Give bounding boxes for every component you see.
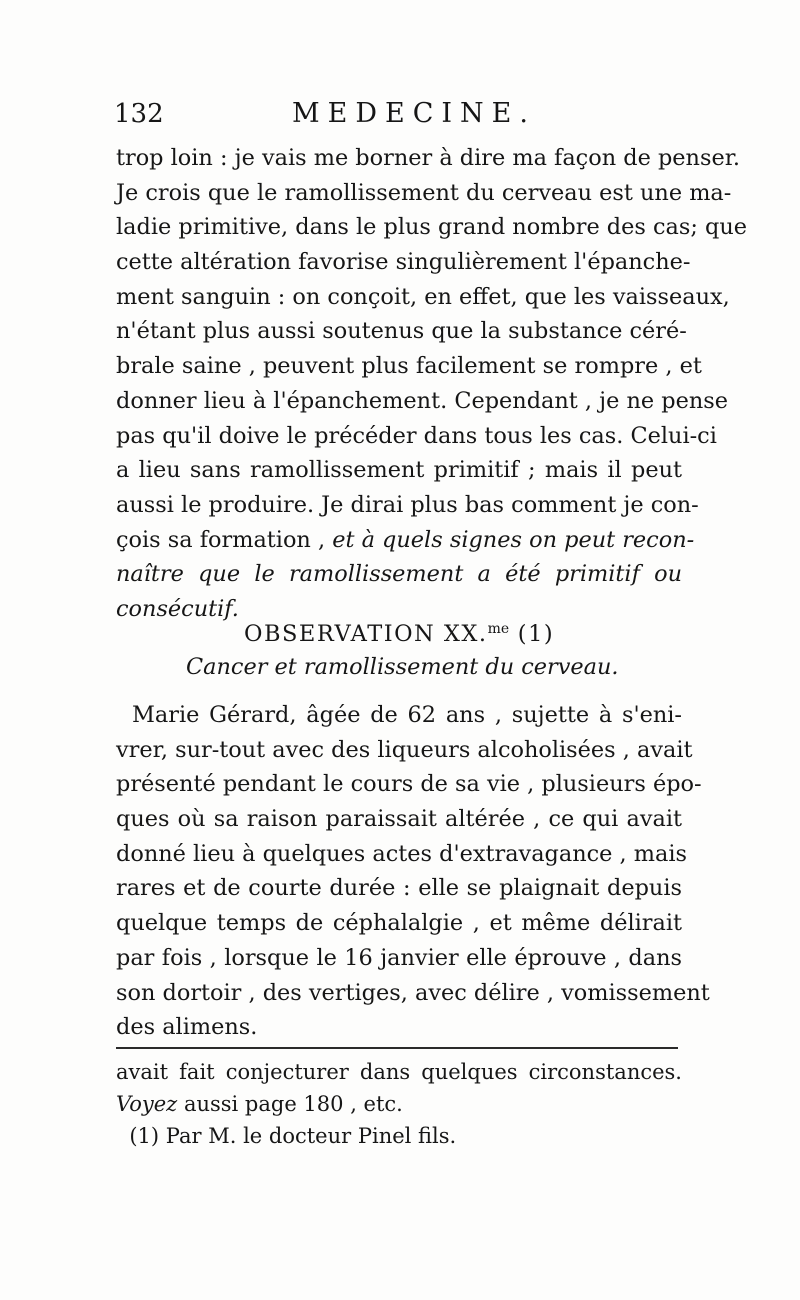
text-line: des alimens.: [116, 1014, 258, 1041]
observation-subtitle: Cancer et ramollissement du cerveau.: [186, 654, 619, 680]
text-line: donner lieu à l'épanchement. Cependant , je ne pense: [116, 387, 729, 414]
text-line: vrer, sur-tout avec des liqueurs alcoholisées , avait: [116, 736, 693, 763]
text-line: quelque temps de céphalalgie , et même délirait: [116, 910, 682, 937]
text-line: n'étant plus aussi soutenus que la substance céré-: [116, 318, 687, 345]
paragraph-2: [116, 698, 710, 1045]
footnote-rule: [116, 1047, 678, 1049]
footnote-line: avait fait conjecturer dans quelques circonstances.: [116, 1060, 682, 1084]
footnote-line-mixed: [116, 1088, 682, 1120]
text-line-italic: consécutif.: [116, 595, 239, 622]
observation-title: [244, 612, 554, 651]
text-roman: çois sa formation ,: [116, 526, 326, 553]
text-line: Je crois que le ramollissement du cerveau est une ma-: [116, 179, 732, 206]
text-line: ques où sa raison paraissait altérée , ce qui avait: [116, 806, 682, 833]
page-number: 132: [114, 99, 164, 129]
text-line-mixed: [116, 523, 695, 558]
footnotes: [116, 1056, 682, 1152]
text-line: trop loin : je vais me borner à dire ma façon de penser.: [116, 145, 741, 171]
footnote-marker: (1): [129, 1124, 160, 1148]
text-line-italic: naître que le ramollissement a été primitif ou: [116, 561, 682, 588]
text-line: brale saine , peuvent plus facilement se rompre , et: [116, 353, 702, 380]
text-italic: Voyez: [116, 1092, 178, 1116]
text-line: ment sanguin : on conçoit, en effet, que les vaisseaux,: [116, 283, 730, 310]
page-header: [114, 96, 684, 136]
text-line: cette altération favorise singulièrement l'épanche-: [116, 249, 691, 276]
text-line: pas qu'il doive le précéder dans tous les cas. Celui-ci: [116, 422, 717, 449]
footnote-text: Par M. le docteur Pinel fils.: [165, 1124, 457, 1148]
text-italic: et à quels signes on peut recon-: [332, 526, 695, 553]
running-head: MEDECINE.: [292, 98, 536, 129]
text-line: rares et de courte durée : elle se plaignait depuis: [116, 875, 682, 902]
text-line: donné lieu à quelques actes d'extravagance , mais: [116, 840, 688, 867]
text-line: aussi le produire. Je dirai plus bas comment je con-: [116, 491, 699, 518]
text-line: Marie Gérard, âgée de 62 ans , sujette à s'eni-: [132, 702, 682, 728]
footnote-reference: (1): [517, 621, 555, 647]
footnote-note: [116, 1120, 682, 1152]
text-line: ladie primitive, dans le plus grand nombre des cas; que: [116, 214, 748, 241]
paragraph-1: [116, 141, 748, 627]
text-roman: aussi page 180 , etc.: [183, 1092, 403, 1116]
text-line: présenté pendant le cours de sa vie , plusieurs épo-: [116, 771, 702, 798]
observation-title-text: OBSERVATION XX.: [244, 621, 488, 647]
text-line: son dortoir , des vertiges, avec délire , vomissement: [116, 979, 710, 1006]
text-line: par fois , lorsque le 16 janvier elle éprouve , dans: [116, 944, 682, 971]
observation-title-superscript: me: [487, 621, 510, 637]
text-line: a lieu sans ramollissement primitif ; mais il peut: [116, 457, 682, 484]
